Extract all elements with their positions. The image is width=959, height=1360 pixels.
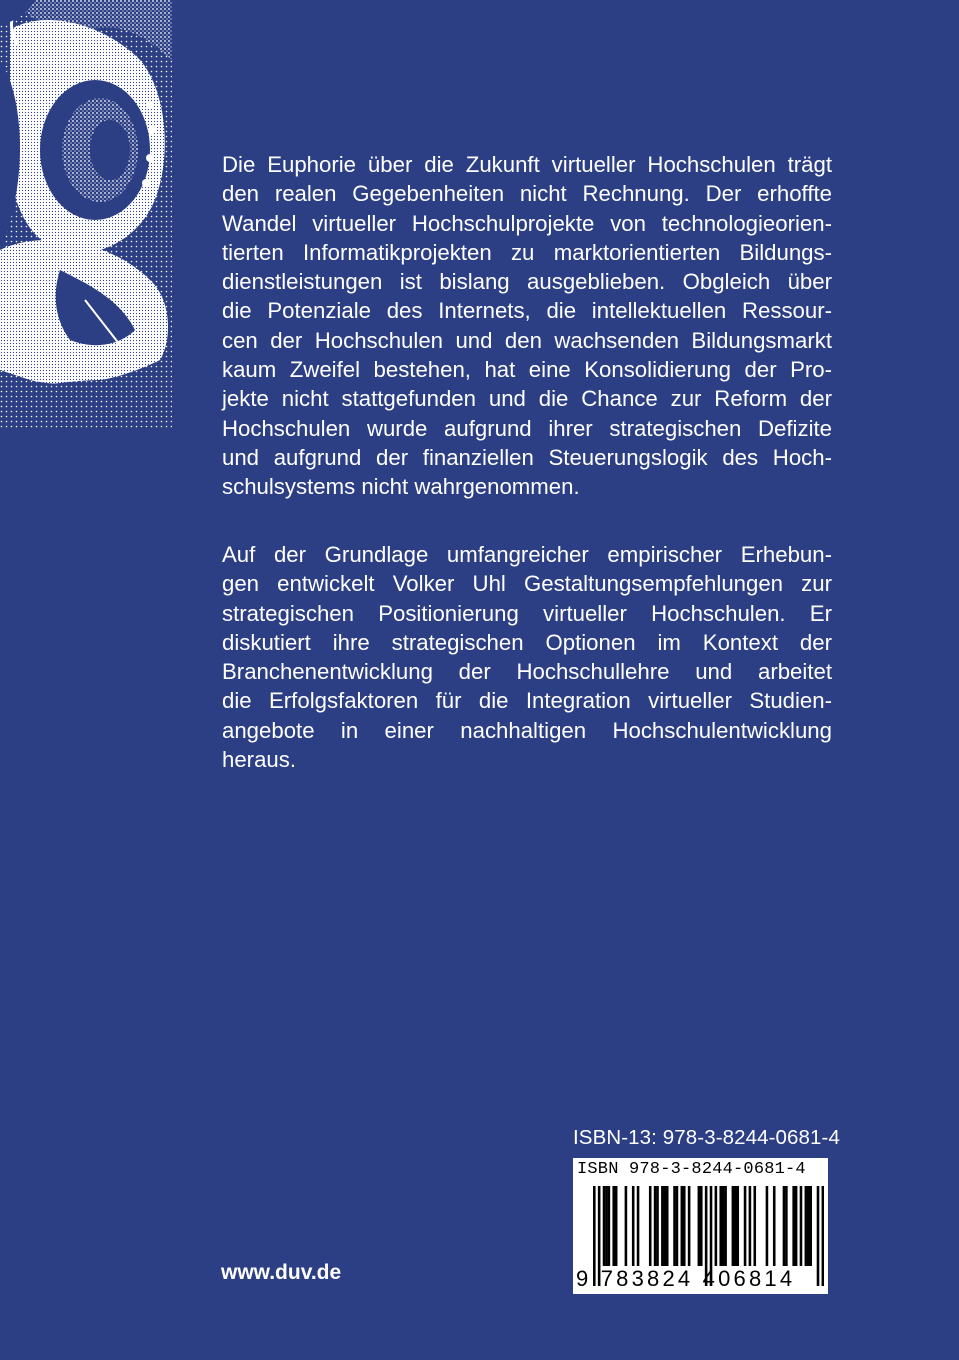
barcode-bar <box>753 1186 756 1266</box>
description-paragraph-1 <box>222 150 832 502</box>
text-line: tierten Informatikprojekten zu marktorientierten Bildungs- <box>222 239 832 265</box>
barcode-bar <box>795 1186 798 1266</box>
barcode-bar <box>724 1186 727 1266</box>
barcode-bar <box>656 1186 659 1266</box>
barcode-bar <box>766 1186 769 1266</box>
text-line: angebote in einer nachhaltigen Hochschulentwicklung <box>222 717 832 743</box>
text-line: den realen Gegebenheiten nicht Rechnung. Der erhoffte <box>222 181 832 207</box>
barcode-bar <box>736 1186 739 1266</box>
barcode-bar <box>625 1186 628 1266</box>
text-line: heraus. <box>222 747 297 773</box>
barcode-bar <box>749 1186 752 1266</box>
barcode-bar <box>807 1186 810 1266</box>
barcode-bar <box>732 1186 735 1266</box>
text-line: Wandel virtueller Hochschulprojekte von technologieorien- <box>222 210 832 236</box>
isbn-barcode <box>573 1158 828 1294</box>
barcode-bar <box>654 1186 657 1266</box>
barcode-bar <box>744 1186 747 1266</box>
text-line: Die Euphorie über die Zukunft virtueller Hochschulen trägt <box>222 152 832 177</box>
barcode-digits: 9 783824 406814 <box>576 1266 796 1291</box>
text-line: diskutiert ihre strategischen Optionen im Kontext der <box>222 629 832 655</box>
text-line: Auf der Grundlage umfangreicher empirischer Erhebun- <box>222 542 832 567</box>
text-line: Branchenentwicklung der Hochschullehre und arbeitet <box>222 659 832 685</box>
barcode-bar <box>673 1186 676 1266</box>
text-line: cen der Hochschulen und den wachsenden Bildungsmarkt <box>222 327 832 353</box>
barcode-bar <box>612 1186 615 1266</box>
barcode-bar <box>649 1186 652 1266</box>
text-line: gen entwickelt Volker Uhl Gestaltungsempfehlungen zur <box>222 571 832 597</box>
barcode-bar <box>792 1186 795 1266</box>
barcode-bar <box>773 1186 776 1266</box>
barcode-bar <box>688 1186 691 1266</box>
text-line: jekte nicht stattgefunden und die Chance zur Reform der <box>222 386 832 412</box>
text-line: schulsystems nicht wahrgenommen. <box>222 474 580 500</box>
barcode-bar <box>632 1186 635 1266</box>
barcode-bar <box>700 1186 703 1266</box>
barcode-bar <box>637 1186 640 1266</box>
text-line: strategischen Positionierung virtueller Hochschulen. Er <box>222 600 832 626</box>
description-paragraph-2 <box>222 540 832 774</box>
text-line: Hochschulen wurde aufgrund ihrer strategischen Defizite <box>222 415 832 441</box>
barcode-bar <box>785 1186 788 1266</box>
barcode-bar <box>664 1186 667 1266</box>
barcode-bar <box>603 1186 606 1266</box>
text-line: kaum Zweifel bestehen, hat eine Konsolidierung der Pro- <box>222 357 832 383</box>
text-line: dienstleistungen ist bislang ausgeblieben. Obgleich über <box>222 269 832 295</box>
barcode-isbn-text: ISBN 978-3-8244-0681-4 <box>577 1160 806 1179</box>
barcode-bar <box>783 1186 786 1266</box>
barcode-bar <box>722 1186 725 1266</box>
barcode-bar <box>734 1186 737 1266</box>
barcode-bar <box>800 1186 803 1266</box>
isbn-label: ISBN-13: 978-3-8244-0681-4 <box>573 1126 840 1149</box>
barcode-bar <box>719 1186 722 1266</box>
cover-photo <box>0 0 172 430</box>
barcode-bar <box>676 1186 679 1266</box>
barcode-bar <box>615 1186 618 1266</box>
barcode-bar <box>698 1186 701 1266</box>
text-line: und aufgrund der finanziellen Steuerungslogik des Hoch- <box>222 444 832 470</box>
publisher-website: www.duv.de <box>221 1261 342 1284</box>
barcode-bar <box>666 1186 669 1266</box>
barcode-bar <box>605 1186 608 1266</box>
barcode-bar <box>809 1186 812 1266</box>
text-line: die Erfolgsfaktoren für die Integration virtueller Studien- <box>222 688 832 714</box>
barcode-bar <box>683 1186 686 1266</box>
barcode-bar <box>681 1186 684 1266</box>
barcode-bar <box>661 1186 664 1266</box>
text-line: die Potenziale des Internets, die intellektuellen Ressour- <box>222 298 832 324</box>
barcode-bar <box>715 1186 718 1266</box>
barcode-bar <box>608 1186 611 1266</box>
barcode-bar <box>805 1186 808 1266</box>
